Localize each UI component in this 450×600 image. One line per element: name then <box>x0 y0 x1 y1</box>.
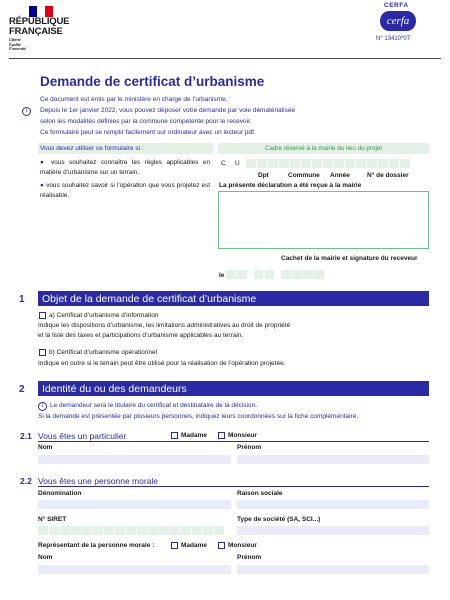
declaration-box[interactable] <box>218 191 429 249</box>
option-b-label: b) Certificat d’urbanisme opérationnel <box>49 349 158 356</box>
option-a-desc-1: Indique les dispositions d’urbanisme, les limitations administratives au droit de propriété <box>38 322 291 329</box>
bullet-dot-icon: ● <box>40 182 47 189</box>
option-b-desc: Indique en outre si le terrain peut être utilisé pour la réalisation de l’opération projetée. <box>38 360 286 367</box>
info-icon: i <box>38 402 47 411</box>
nom-label: Nom <box>38 444 53 451</box>
intro-line-4: Ce formulaire peut se remplir facilement sur ordinateur avec un lecteur pdf. <box>40 129 256 136</box>
cerfa-label: CERFA <box>384 2 409 9</box>
motto-egalite: Égalité <box>9 41 21 47</box>
dpt-label: Dpt <box>258 172 269 179</box>
section-2-info-2: Si la demande est présentée par plusieurs personnes, indiquez leurs coordonnées sur la fiche complémentaire. <box>38 413 359 420</box>
sub-2-2-title: Vous êtes une personne morale <box>38 476 159 486</box>
section-2-info-1: Le demandeur sera le titulaire du certificat et destinataire de la décision. <box>50 402 258 409</box>
monsieur-label: Monsieur <box>228 432 257 439</box>
motto-liberte: Liberté <box>9 37 21 42</box>
annee-label: Année <box>330 172 350 179</box>
denomination-field[interactable] <box>38 500 231 509</box>
usage-bullet-2 <box>40 181 210 200</box>
option-a-label: a) Certificat d’urbanisme d’information <box>49 312 159 319</box>
raison-sociale-label: Raison sociale <box>237 490 283 497</box>
monsieur-checkbox[interactable] <box>218 432 225 439</box>
type-societe-label: Type de société (SA, SCI...) <box>237 516 321 523</box>
sub-2-1-rule <box>38 441 429 442</box>
date-received-cells[interactable] <box>226 270 325 279</box>
sub-2-2-rule <box>38 486 429 487</box>
usage-heading: Vous devez utiliser ce formulaire si : <box>40 145 144 152</box>
denomination-label: Dénomination <box>38 490 82 497</box>
header-divider <box>9 58 441 59</box>
bullet-dot-icon: ● <box>40 159 52 166</box>
madame-label: Madame <box>181 432 208 439</box>
nom-field[interactable] <box>38 455 231 464</box>
rep-madame-checkbox[interactable] <box>171 542 178 549</box>
representant-label: Représentant de la personne morale : <box>38 542 155 549</box>
intro-line-2: Depuis le 1er janvier 2022, vous pouvez déposer votre demande par voie dématérialisée <box>40 107 296 114</box>
page-title: Demande de certificat d’urbanisme <box>40 74 265 89</box>
madame-checkbox[interactable] <box>171 432 178 439</box>
rep-nom-field[interactable] <box>38 565 231 574</box>
prenom-field[interactable] <box>237 455 429 464</box>
usage-bullet-1 <box>40 158 210 177</box>
section-1-title: Objet de la demande de certificat d’urbanisme <box>42 293 257 305</box>
cerfa-number: N° 13410*07 <box>376 36 411 42</box>
option-a-desc-2: et la liste des taxes et participations d’urbanisme applicables au terrain. <box>38 332 244 339</box>
intro-line-3: selon les modalités définies par la commune compétente pour le recevoir. <box>40 118 252 125</box>
cachet-label: Cachet de la mairie et signature du receveur <box>281 255 418 262</box>
commune-label: Commune <box>288 172 320 179</box>
option-b-checkbox[interactable] <box>39 349 46 356</box>
motto <box>9 38 26 52</box>
dossier-label: N° de dossier <box>367 172 409 179</box>
c-letter: C <box>221 160 226 167</box>
rep-monsieur-checkbox[interactable] <box>218 542 225 549</box>
declaration-label: La présente déclaration a été reçue à la mairie <box>219 182 362 189</box>
u-letter: U <box>235 160 240 167</box>
cerfa-logo: cerfa <box>380 11 416 31</box>
rep-prenom-field[interactable] <box>237 565 429 574</box>
type-societe-field[interactable] <box>237 526 429 535</box>
rep-madame-label: Madame <box>181 542 208 549</box>
info-icon: i <box>22 107 31 116</box>
raison-sociale-field[interactable] <box>237 500 429 509</box>
mairie-heading: Cadre réservé à la mairie du lieu du projet <box>264 145 383 152</box>
dossier-number-cells[interactable] <box>246 159 411 168</box>
siret-label: N° SIRET <box>38 516 67 523</box>
rep-monsieur-label: Monsieur <box>228 542 257 549</box>
sub-2-1-title: Vous êtes un particulier <box>38 431 127 441</box>
section-2-title: Identité du ou des demandeurs <box>42 383 187 395</box>
republic-line-2: FRANÇAISE <box>9 26 63 37</box>
usage-bullet-2-text: vous souhaitez savoir si l’opération que vous projetez est réalisable. <box>40 182 210 199</box>
republic-line-1: RÉPUBLIQUE <box>9 16 70 27</box>
intro-line-1: Ce document est émis par le ministère en charge de l’urbanisme. <box>40 96 228 103</box>
prenom-label: Prénom <box>237 444 262 451</box>
sub-2-1-number: 2.1 <box>20 431 32 441</box>
motto-fraternite: Fraternité <box>9 46 26 52</box>
usage-bullet-1-text: vous souhaitez connaître les règles applicables en matière d’urbanisme sur un terrain. <box>40 159 210 176</box>
le-label: le <box>219 272 225 279</box>
section-2-number: 2 <box>19 384 25 395</box>
rep-nom-label: Nom <box>38 554 53 561</box>
republic-name <box>9 17 69 37</box>
option-a-checkbox[interactable] <box>39 312 46 319</box>
section-1-number: 1 <box>19 294 25 305</box>
rep-prenom-label: Prénom <box>237 554 262 561</box>
siret-cells[interactable] <box>38 526 225 535</box>
sub-2-2-number: 2.2 <box>20 476 32 486</box>
